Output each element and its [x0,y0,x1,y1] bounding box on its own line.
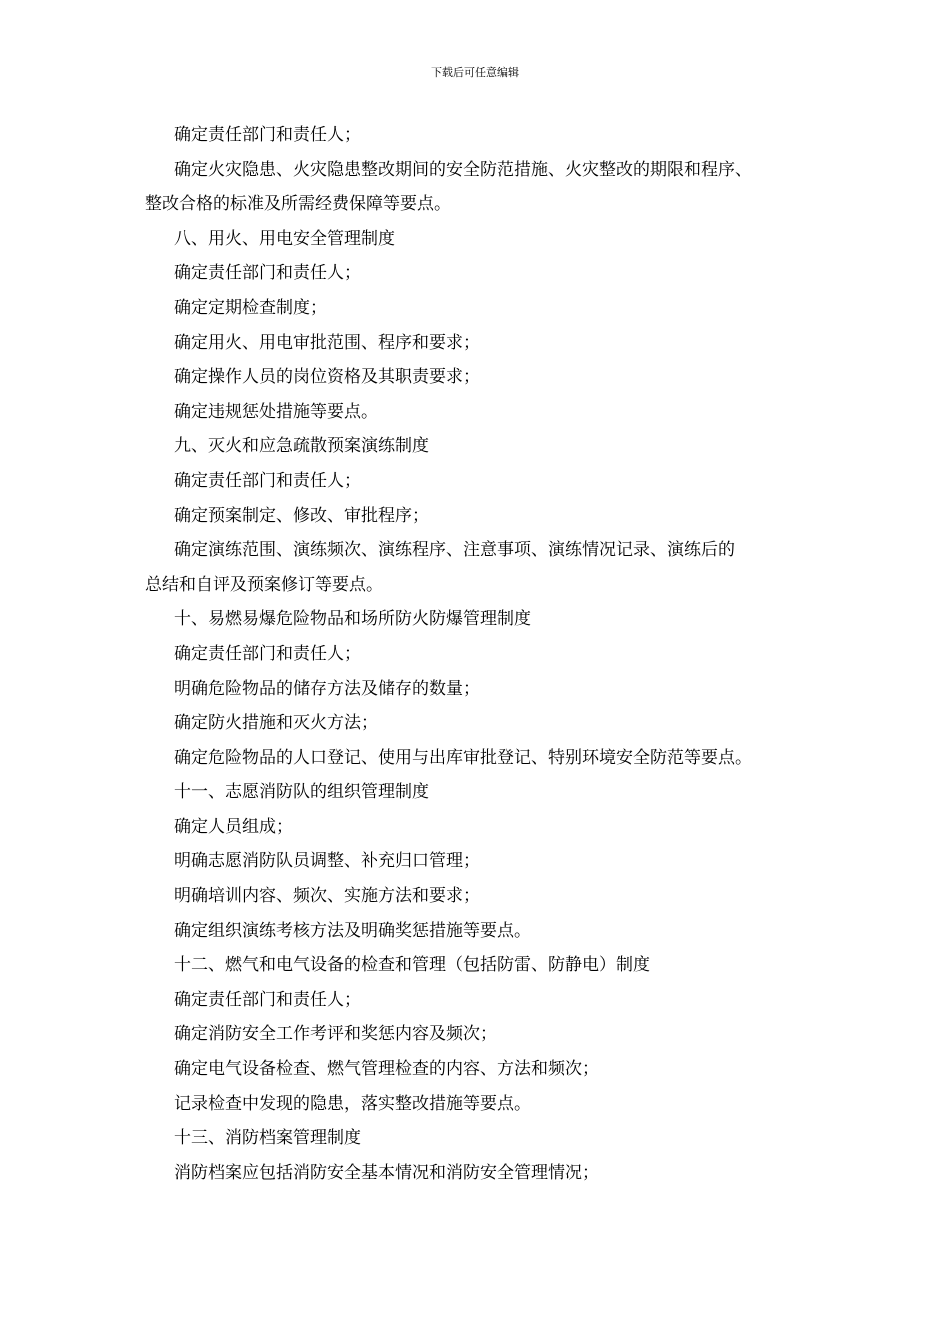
paragraph-line: 确定责任部门和责任人； [174,125,361,145]
paragraph-line: 确定电气设备检查、燃气管理检查的内容、方法和频次； [174,1059,599,1080]
paragraph-line: 确定火灾隐患、火灾隐患整改期间的安全防范措施、火灾整改的期限和程序、 [174,159,752,180]
paragraph-line: 十三、消防档案管理制度 [174,1128,361,1149]
paragraph-line: 明确危险物品的储存方法及储存的数量； [174,678,480,699]
paragraph-line: 确定责任部门和责任人； [174,470,361,491]
paragraph-line: 明确志愿消防队员调整、补充归口管理； [174,851,480,872]
paragraph-line: 确定人员组成； [174,816,293,837]
paragraph-line: 确定预案制定、修改、审批程序； [174,505,429,526]
paragraph-line: 整改合格的标准及所需经费保障等要点。 [145,194,451,215]
paragraph-line: 确定责任部门和责任人； [174,989,361,1010]
paragraph-line: 十一、志愿消防队的组织管理制度 [174,782,429,803]
paragraph-line: 确定操作人员的岗位资格及其职责要求； [174,367,480,388]
document-body [145,118,835,1190]
paragraph-line: 确定消防安全工作考评和奖惩内容及频次； [174,1024,497,1045]
paragraph-line: 记录检查中发现的隐患，落实整改措施等要点。 [174,1093,531,1114]
paragraph-line: 十二、燃气和电气设备的检查和管理（包括防雷、防静电）制度 [174,955,650,976]
paragraph-line: 确定责任部门和责任人； [174,263,361,284]
paragraph-line: 确定演练范围、演练频次、演练程序、注意事项、演练情况记录、演练后的 [174,540,735,561]
paragraph-line: 消防档案应包括消防安全基本情况和消防安全管理情况； [174,1162,599,1183]
paragraph-line: 明确培训内容、频次、实施方法和要求； [174,886,480,907]
paragraph-line: 十、易燃易爆危险物品和场所防火防爆管理制度 [174,609,531,630]
paragraph-line: 确定责任部门和责任人； [174,643,361,664]
paragraph-line: 八、用火、用电安全管理制度 [174,228,395,249]
paragraph-line: 九、灭火和应急疏散预案演练制度 [174,436,429,457]
paragraph-line: 确定用火、用电审批范围、程序和要求； [174,332,480,353]
page-header: 下载后可任意编辑 [431,66,519,79]
paragraph-line: 确定违规惩处措施等要点。 [174,401,378,422]
paragraph-line: 确定定期检查制度； [174,297,327,318]
paragraph-line: 总结和自评及预案修订等要点。 [145,574,383,595]
paragraph-line: 确定防火措施和灭火方法； [174,713,378,734]
paragraph-line: 确定组织演练考核方法及明确奖惩措施等要点。 [174,920,531,941]
paragraph-line: 确定危险物品的人口登记、使用与出库审批登记、特别环境安全防范等要点。 [174,747,752,768]
